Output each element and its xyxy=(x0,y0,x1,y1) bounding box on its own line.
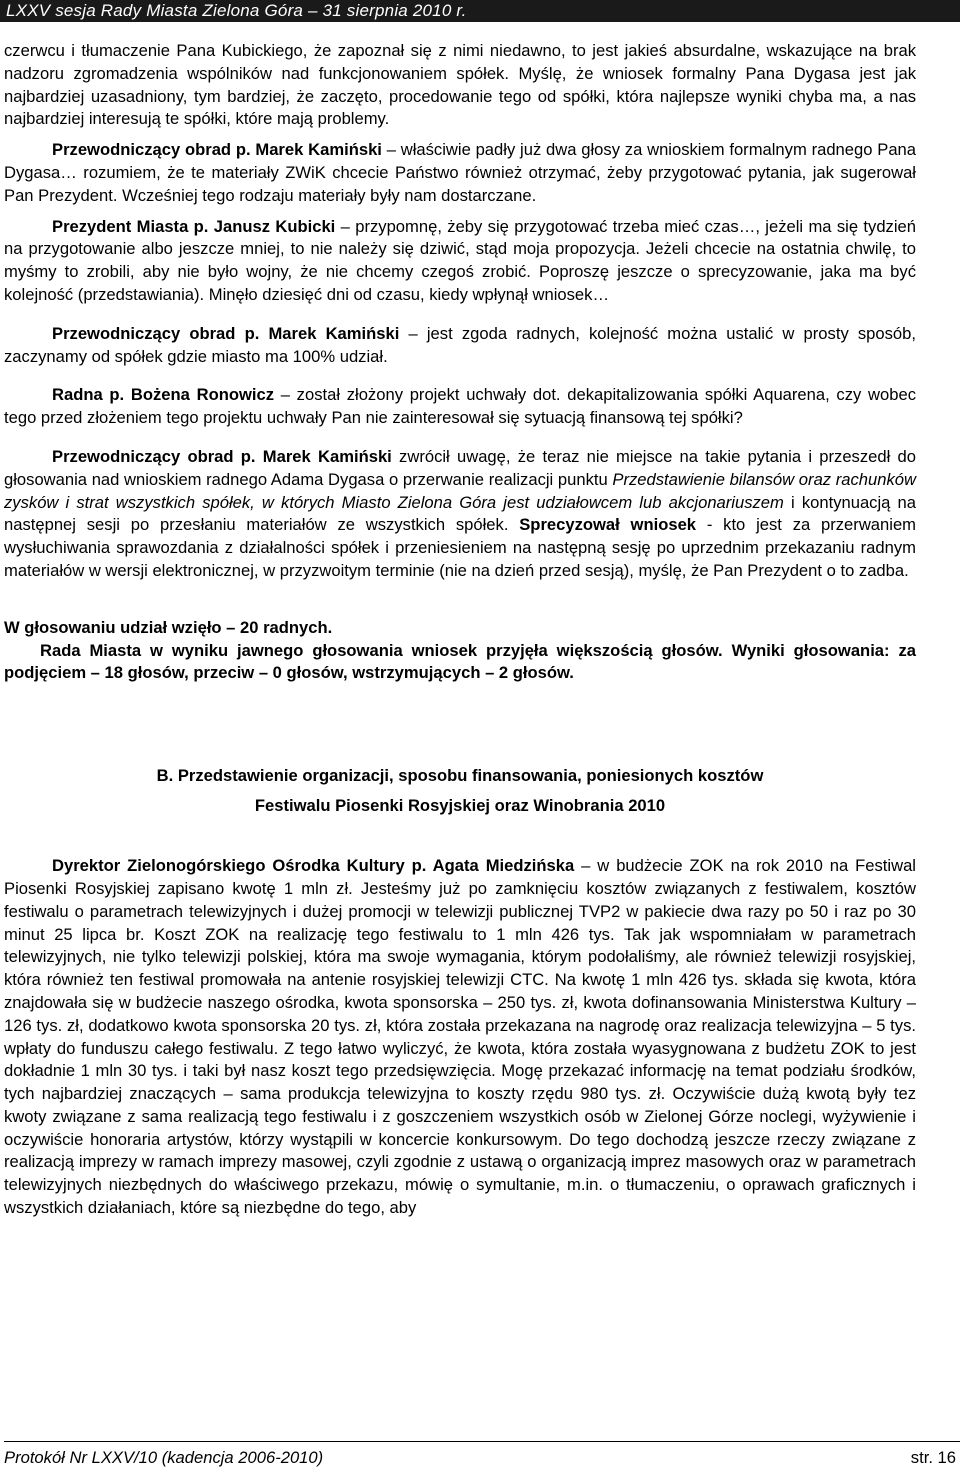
speech-text: zwrócił uwagę, że teraz nie miejsce na takie pytania i przeszedł do głosowania nad wnioskiem radnego Adama Dygasa o przerwanie realizacji punktu xyxy=(4,446,916,489)
speaker-name: Przewodniczący obrad p. Marek Kamiński xyxy=(52,446,392,466)
agenda-item-title: Przedstawienie bilansów oraz rachunków zysków i strat wszystkich spółek, w których Miasto Zielona Góra jest udziałowcem lub akcjonariuszem xyxy=(4,469,917,512)
paragraph-chairman-3 xyxy=(4,446,916,583)
speaker-name: Przewodniczący obrad p. Marek Kamiński xyxy=(52,140,382,160)
speech-text: – właściwie padły już dwa głosy za wnioskiem formalnym radnego Pana Dygasa… rozumiem, że te materiały ZWiK chcecie Państwo również otrzymać, żeby przygotować pytania, jak sugerował Pan Prezydent. Wcześniej tego rodzaju materiały były nam dostarczane. xyxy=(4,140,917,205)
document-body xyxy=(4,40,916,1220)
section-b-subtitle: Festiwalu Piosenki Rosyjskiej oraz Winobrania 2010 xyxy=(254,796,666,816)
speaker-name: Dyrektor Zielonogórskiego Ośrodka Kultury p. Agata Miedzińska xyxy=(52,856,575,876)
speech-text: – jest zgoda radnych, kolejność można ustalić w prosty sposób, zaczynamy od spółek gdzie miasto ma 100% udział. xyxy=(4,323,917,366)
speaker-name: Przewodniczący obrad p. Marek Kamiński xyxy=(52,323,400,343)
paragraph-chairman-2 xyxy=(4,323,916,369)
paragraph-councillor xyxy=(4,384,916,430)
section-b-title: B. Przedstawienie organizacji, sposobu finansowania, poniesionych kosztów xyxy=(156,766,764,786)
speech-text: - kto jest za przerwaniem wysłuchiwania sprawozdania z działalności spółek i przeniesieniem na następną sesję po uprzednim przekazaniu radnym materiałów w wersji elektronicznej, w przyzwoitym terminie (nie na dzień przed sesją), myślę, że Pan Prezydent o to zadba. xyxy=(4,515,916,580)
speech-text: i kontynuacją na następnej sesji po przesłaniu materiałów ze wszystkich spółek. xyxy=(4,492,916,535)
footer-protocol-number: Protokół Nr LXXV/10 (kadencja 2006-2010) xyxy=(4,1448,324,1467)
vote-result: Rada Miasta w wyniku jawnego głosowania wniosek przyjęła większością głosów. Wyniki głosowania: za podjęciem – 18 głosów, przeciw – 0 głosów, wstrzymujących – 2 głosów. xyxy=(4,640,916,683)
paragraph-intro: czerwcu i tłumaczenie Pana Kubickiego, że zapoznał się z nimi niedawno, to jest jakieś absurdalne, wskazujące na brak nadzoru zgromadzenia wspólników nad funkcjonowaniem spółek. Myślę, że wniosek formalny Pana Dygasa jest jak najbardziej uzasadniony, tym bardziej, że zaczęto, procedowanie tego od spółki, która najlepsze wyniki chyba ma, a nas najbardziej interesują te spółki, które mają problemy. xyxy=(4,41,916,129)
document-header-bar xyxy=(0,0,960,22)
speech-text: – w budżecie ZOK na rok 2010 na Festiwal Piosenki Rosyjskiej zapisano kwotę 1 mln zł. Jesteśmy już po zamknięciu kosztów związanych z festiwalem, kosztów festiwalu o parametrach telewizyjnych i dużej promocji w telewizji publicznej TVP2 w pakiecie dwa razy po 50 i raz po 30 minut 25 lipca br. Koszt ZOK na realizację tego festiwalu to 1 mln 426 tys. Tak jak wspomniałam w parametrach telewizyjnych, nie tylko telewizji polskiej, która ma swoje wymagania, którym podołaliśmy, ale również telewizji rosyjskiej, która również ten festiwal promowała na antenie rosyjskiej telewizji CTC. Na kwotę 1 mln 426 tys. składa się kwota, która znajdowała się w budżecie naszego ośrodka, kwota sponsorska – 250 tys. zł, kwota dofinansowania Ministerstwa Kultury – 126 tys. zł, dodatkowo kwota sponsorska 20 tys. zł, która została przekazana na nagrodę oraz realizacja telewizyjna – 5 tys. wpłaty do funduszu całego festiwalu. Z tego łatwo wyliczyć, że kwota, która została wyasygnowana z budżetu ZOK to jest dokładnie 1 mln 30 tys. i taki był nasz koszt tego przedsięwzięcia. Mogę przekazać informację na temat podziału środków, tych najbardziej znaczących – sama produkcja telewizyjna to koszty rzędu 980 tys. zł. Oczywiście dużą kwotą były tez kwoty związane z sama realizacją tego festiwalu i z goszczeniem wszystkich osób w Zielonej Górze noclegi, wyżywienie i oczywiście honoraria artystów, którzy wystąpili w koncercie konkursowym. Do tego dochodzą jeszcze rzeczy związane z realizacją imprezy w ramach imprezy masowej, czyli zgodnie z ustawą o organizacją imprez masowych oraz w parametrach telewizyjnych niezbędnych do właściwego przekazu, mówię o symultanie, m.in. o tłumaczeniu, o oprawach graficznych i wszystkich działaniach, które są niezbędne do tego, aby xyxy=(4,856,916,1218)
footer-divider xyxy=(4,1441,960,1442)
vote-participation: W głosowaniu udział wzięło – 20 radnych. xyxy=(4,617,333,637)
paragraph-president xyxy=(4,216,916,307)
speaker-name: Radna p. Bożena Ronowicz xyxy=(52,385,275,405)
footer-page-number: str. 16 xyxy=(910,1448,956,1467)
paragraph-director xyxy=(4,855,916,1220)
speech-text: – przypomnę, żeby się przygotować trzeba mieć czas…, jeżeli ma się tydzień na przygotowanie albo jeszcze mniej, to nie należy się dziwić, stąd moja propozycja. Jeżeli chcecie na ostatnia chwilę, to myśmy to zrobili, aby nie było wojny, że nie chcemy czegoś zrobić. Poproszę jeszcze o sprecyzowanie, jaka ma być kolejność (przedstawiania). Minęło dziesięć dni od czasu, kiedy wpłynął wniosek… xyxy=(4,216,916,304)
paragraph-chairman-1 xyxy=(4,139,916,207)
document-header-title: LXXV sesja Rady Miasta Zielona Góra – 31 sierpnia 2010 r. xyxy=(6,1,467,20)
speaker-name: Prezydent Miasta p. Janusz Kubicki xyxy=(52,216,336,236)
speech-text: – został złożony projekt uchwały dot. dekapitalizowania spółki Aquarena, czy wobec tego przed złożeniem tego projektu uchwały Pan nie zainteresował się sytuacją finansową tej spółki? xyxy=(4,385,916,428)
motion-label: Sprecyzował wniosek xyxy=(519,515,697,535)
